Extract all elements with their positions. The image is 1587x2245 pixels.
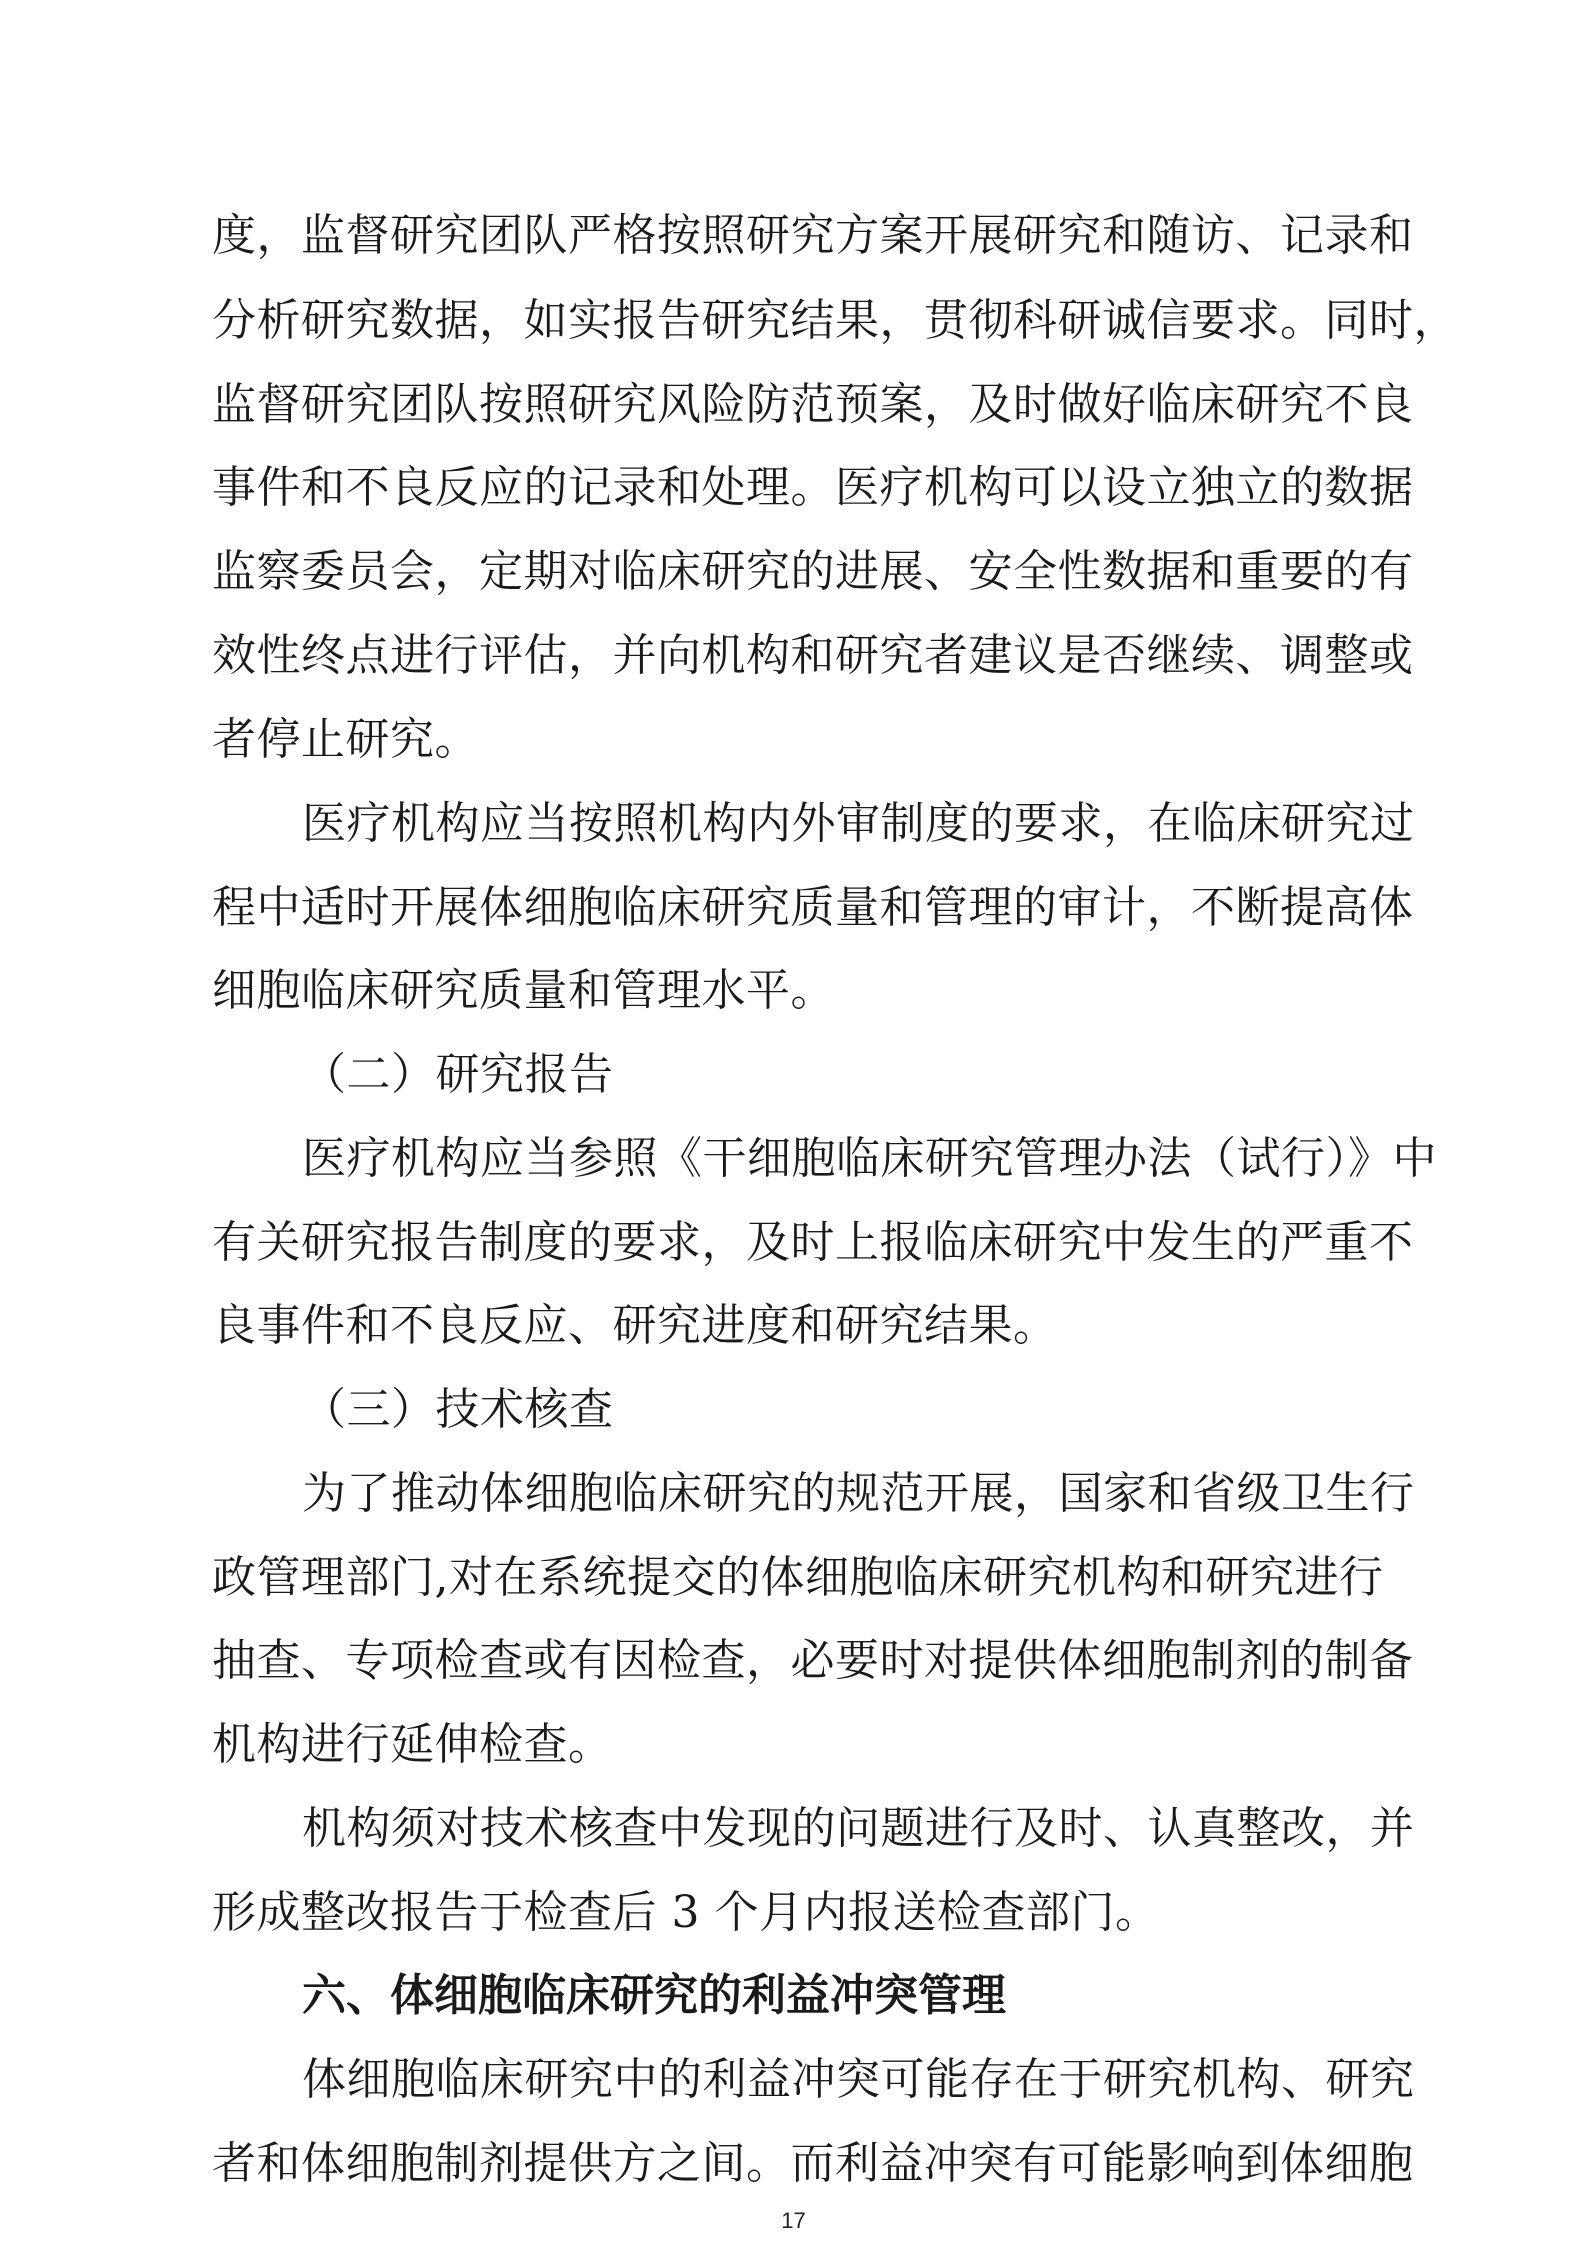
paragraph-line: 政管理部门,对在系统提交的体细胞临床研究机构和研究进行 — [212, 1552, 1384, 1603]
paragraph-line: 者和体细胞制剂提供方之间。而利益冲突有可能影响到体细胞 — [212, 2138, 1414, 2189]
page-number: 17 — [781, 2208, 806, 2233]
paragraph-line: 细胞临床研究质量和管理水平。 — [212, 965, 835, 1016]
subsection-heading-check: （三）技术核查 — [302, 1384, 614, 1435]
paragraph-line: 机构进行延伸检查。 — [212, 1719, 613, 1770]
paragraph-line: 度，监督研究团队严格按照研究方案开展研究和随访、记录和 — [212, 210, 1414, 261]
paragraph-line: 者停止研究。 — [212, 714, 479, 765]
paragraph-line: 为了推动体细胞临床研究的规范开展，国家和省级卫生行 — [302, 1468, 1415, 1519]
paragraph-line: 监察委员会，定期对临床研究的进展、安全性数据和重要的有 — [212, 546, 1414, 597]
paragraph-line: 抽查、专项检查或有因检查，必要时对提供体细胞制剂的制备 — [212, 1635, 1414, 1686]
paragraph-line: 分析研究数据，如实报告研究结果，贯彻科研诚信要求。同时， — [212, 295, 1458, 346]
paragraph-line: 医疗机构应当参照《干细胞临床研究管理办法（试行）》中 — [302, 1133, 1437, 1184]
paragraph-line: 形成整改报告于检查后 3 个月内报送检查部门。 — [212, 1887, 1160, 1938]
paragraph-line: 事件和不良反应的记录和处理。医疗机构可以设立独立的数据 — [212, 462, 1414, 513]
paragraph-line: 机构须对技术核查中发现的问题进行及时、认真整改，并 — [302, 1803, 1415, 1854]
paragraph-line: 效性终点进行评估，并向机构和研究者建议是否继续、调整或 — [212, 630, 1414, 681]
section-heading-conflict-of-interest: 六、体细胞临床研究的利益冲突管理 — [302, 1970, 1006, 2021]
paragraph-line: 程中适时开展体细胞临床研究质量和管理的审计，不断提高体 — [212, 882, 1414, 933]
subsection-heading-report: （二）研究报告 — [302, 1049, 614, 1100]
paragraph-line: 良事件和不良反应、研究进度和研究结果。 — [212, 1300, 1058, 1351]
paragraph-line: 监督研究团队按照研究风险防范预案，及时做好临床研究不良 — [212, 379, 1414, 430]
paragraph-line: 医疗机构应当按照机构内外审制度的要求，在临床研究过 — [302, 798, 1415, 849]
paragraph-line: 有关研究报告制度的要求，及时上报临床研究中发生的严重不 — [212, 1217, 1414, 1268]
paragraph-line: 体细胞临床研究中的利益冲突可能存在于研究机构、研究 — [302, 2054, 1415, 2105]
